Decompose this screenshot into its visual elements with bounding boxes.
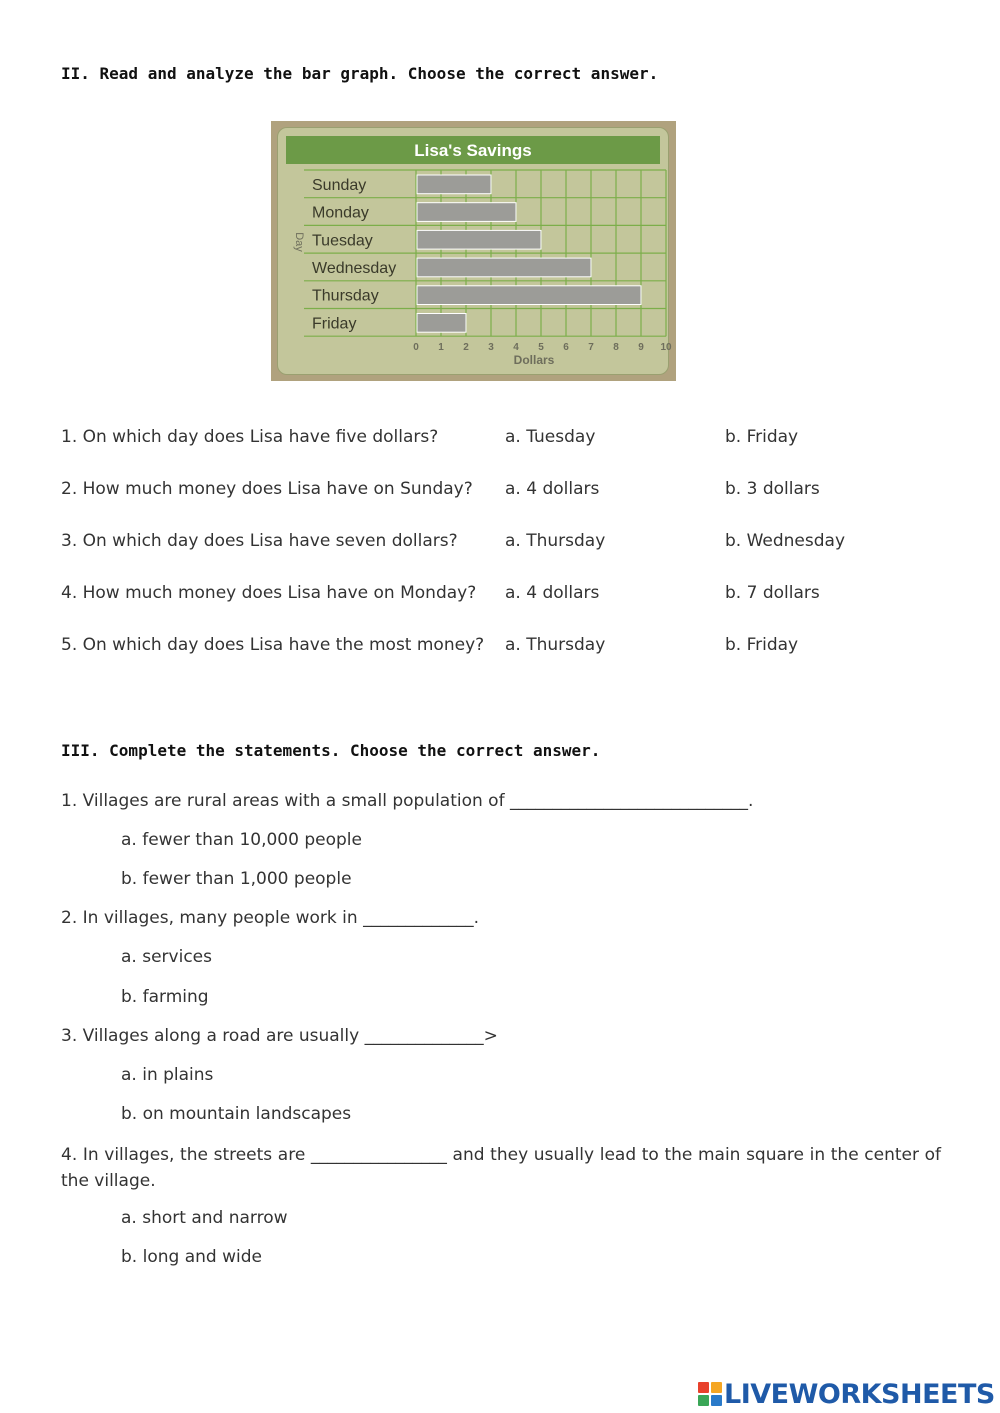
logo-text: LIVEWORKSHEETS <box>724 1378 995 1410</box>
chart-x-tick-label: 4 <box>513 342 519 354</box>
logo-square <box>711 1395 722 1406</box>
chart-bar <box>417 175 491 194</box>
chart-x-tick-label: 3 <box>488 342 494 354</box>
section2-heading: II. Read and analyze the bar graph. Choose the correct answer. <box>61 64 659 83</box>
question-2-option-a[interactable]: a. 4 dollars <box>505 479 600 499</box>
question-2-option-b[interactable]: b. 3 dollars <box>725 479 820 499</box>
chart-category-label: Sunday <box>312 176 367 194</box>
liveworksheets-logo <box>698 1378 995 1410</box>
statement-3-option-a[interactable]: a. in plains <box>121 1065 214 1085</box>
question-1: 1. On which day does Lisa have five dollars? <box>61 427 439 447</box>
question-5: 5. On which day does Lisa have the most money? <box>61 635 485 655</box>
question-1-option-a[interactable]: a. Tuesday <box>505 427 596 447</box>
chart-panel <box>277 127 672 375</box>
question-5-option-b[interactable]: b. Friday <box>725 635 799 655</box>
question-3: 3. On which day does Lisa have seven dollars? <box>61 531 458 551</box>
statement-2: 2. In villages, many people work in _____________. <box>61 908 479 928</box>
chart-bar <box>417 314 466 333</box>
chart-x-tick-label: 5 <box>538 342 544 354</box>
chart-category-label: Thursday <box>312 287 379 305</box>
statement-4: 4. In villages, the streets are ________________ and they usually lead to the main square in the center of the village. <box>61 1145 941 1191</box>
question-1-option-b[interactable]: b. Friday <box>725 427 799 447</box>
logo-square <box>711 1382 722 1393</box>
chart-category-label: Tuesday <box>312 232 373 250</box>
chart-x-tick-label: 10 <box>660 342 672 354</box>
question-4-option-a[interactable]: a. 4 dollars <box>505 583 600 603</box>
logo-square <box>698 1395 709 1406</box>
statement-3-option-b[interactable]: b. on mountain landscapes <box>121 1104 352 1124</box>
chart-x-axis-label: Dollars <box>513 353 555 367</box>
statement-4-option-a[interactable]: a. short and narrow <box>121 1208 288 1228</box>
chart-x-tick-label: 9 <box>638 342 644 354</box>
question-5-option-a[interactable]: a. Thursday <box>505 635 606 655</box>
bar-chart <box>271 121 676 381</box>
chart-x-ticks <box>413 342 672 353</box>
chart-x-tick-label: 0 <box>413 342 419 354</box>
question-3-option-a[interactable]: a. Thursday <box>505 531 606 551</box>
logo-squares <box>698 1382 722 1406</box>
chart-category-label: Monday <box>312 204 369 222</box>
question-4: 4. How much money does Lisa have on Monday? <box>61 583 477 603</box>
statement-2-option-a[interactable]: a. services <box>121 947 212 967</box>
chart-category-label: Wednesday <box>312 259 397 277</box>
chart-category-label: Friday <box>312 315 357 333</box>
statement-3: 3. Villages along a road are usually ______________> <box>61 1026 498 1046</box>
chart-title: Lisa's Savings <box>414 141 532 160</box>
section3-heading: III. Complete the statements. Choose the correct answer. <box>61 741 601 760</box>
logo-square <box>698 1382 709 1393</box>
question-3-option-b[interactable]: b. Wednesday <box>725 531 846 551</box>
chart-x-tick-label: 7 <box>588 342 594 354</box>
statement-1-option-b[interactable]: b. fewer than 1,000 people <box>121 869 352 889</box>
statement-2-option-b[interactable]: b. farming <box>121 987 209 1007</box>
chart-y-axis-label: Day <box>293 232 305 252</box>
chart-svg <box>278 128 672 374</box>
statement-4-option-b[interactable]: b. long and wide <box>121 1247 262 1267</box>
statement-1-option-a[interactable]: a. fewer than 10,000 people <box>121 830 362 850</box>
chart-x-tick-label: 6 <box>563 342 569 354</box>
question-2: 2. How much money does Lisa have on Sunday? <box>61 479 473 499</box>
question-4-option-b[interactable]: b. 7 dollars <box>725 583 820 603</box>
chart-bar <box>417 258 591 277</box>
chart-bar <box>417 286 641 305</box>
chart-grid <box>304 170 666 336</box>
chart-x-tick-label: 8 <box>613 342 619 354</box>
chart-x-tick-label: 2 <box>463 342 469 354</box>
chart-x-tick-label: 1 <box>438 342 444 354</box>
statement-1: 1. Villages are rural areas with a small population of ____________________________. <box>61 791 754 811</box>
chart-bar <box>417 203 516 222</box>
chart-bar <box>417 230 541 249</box>
